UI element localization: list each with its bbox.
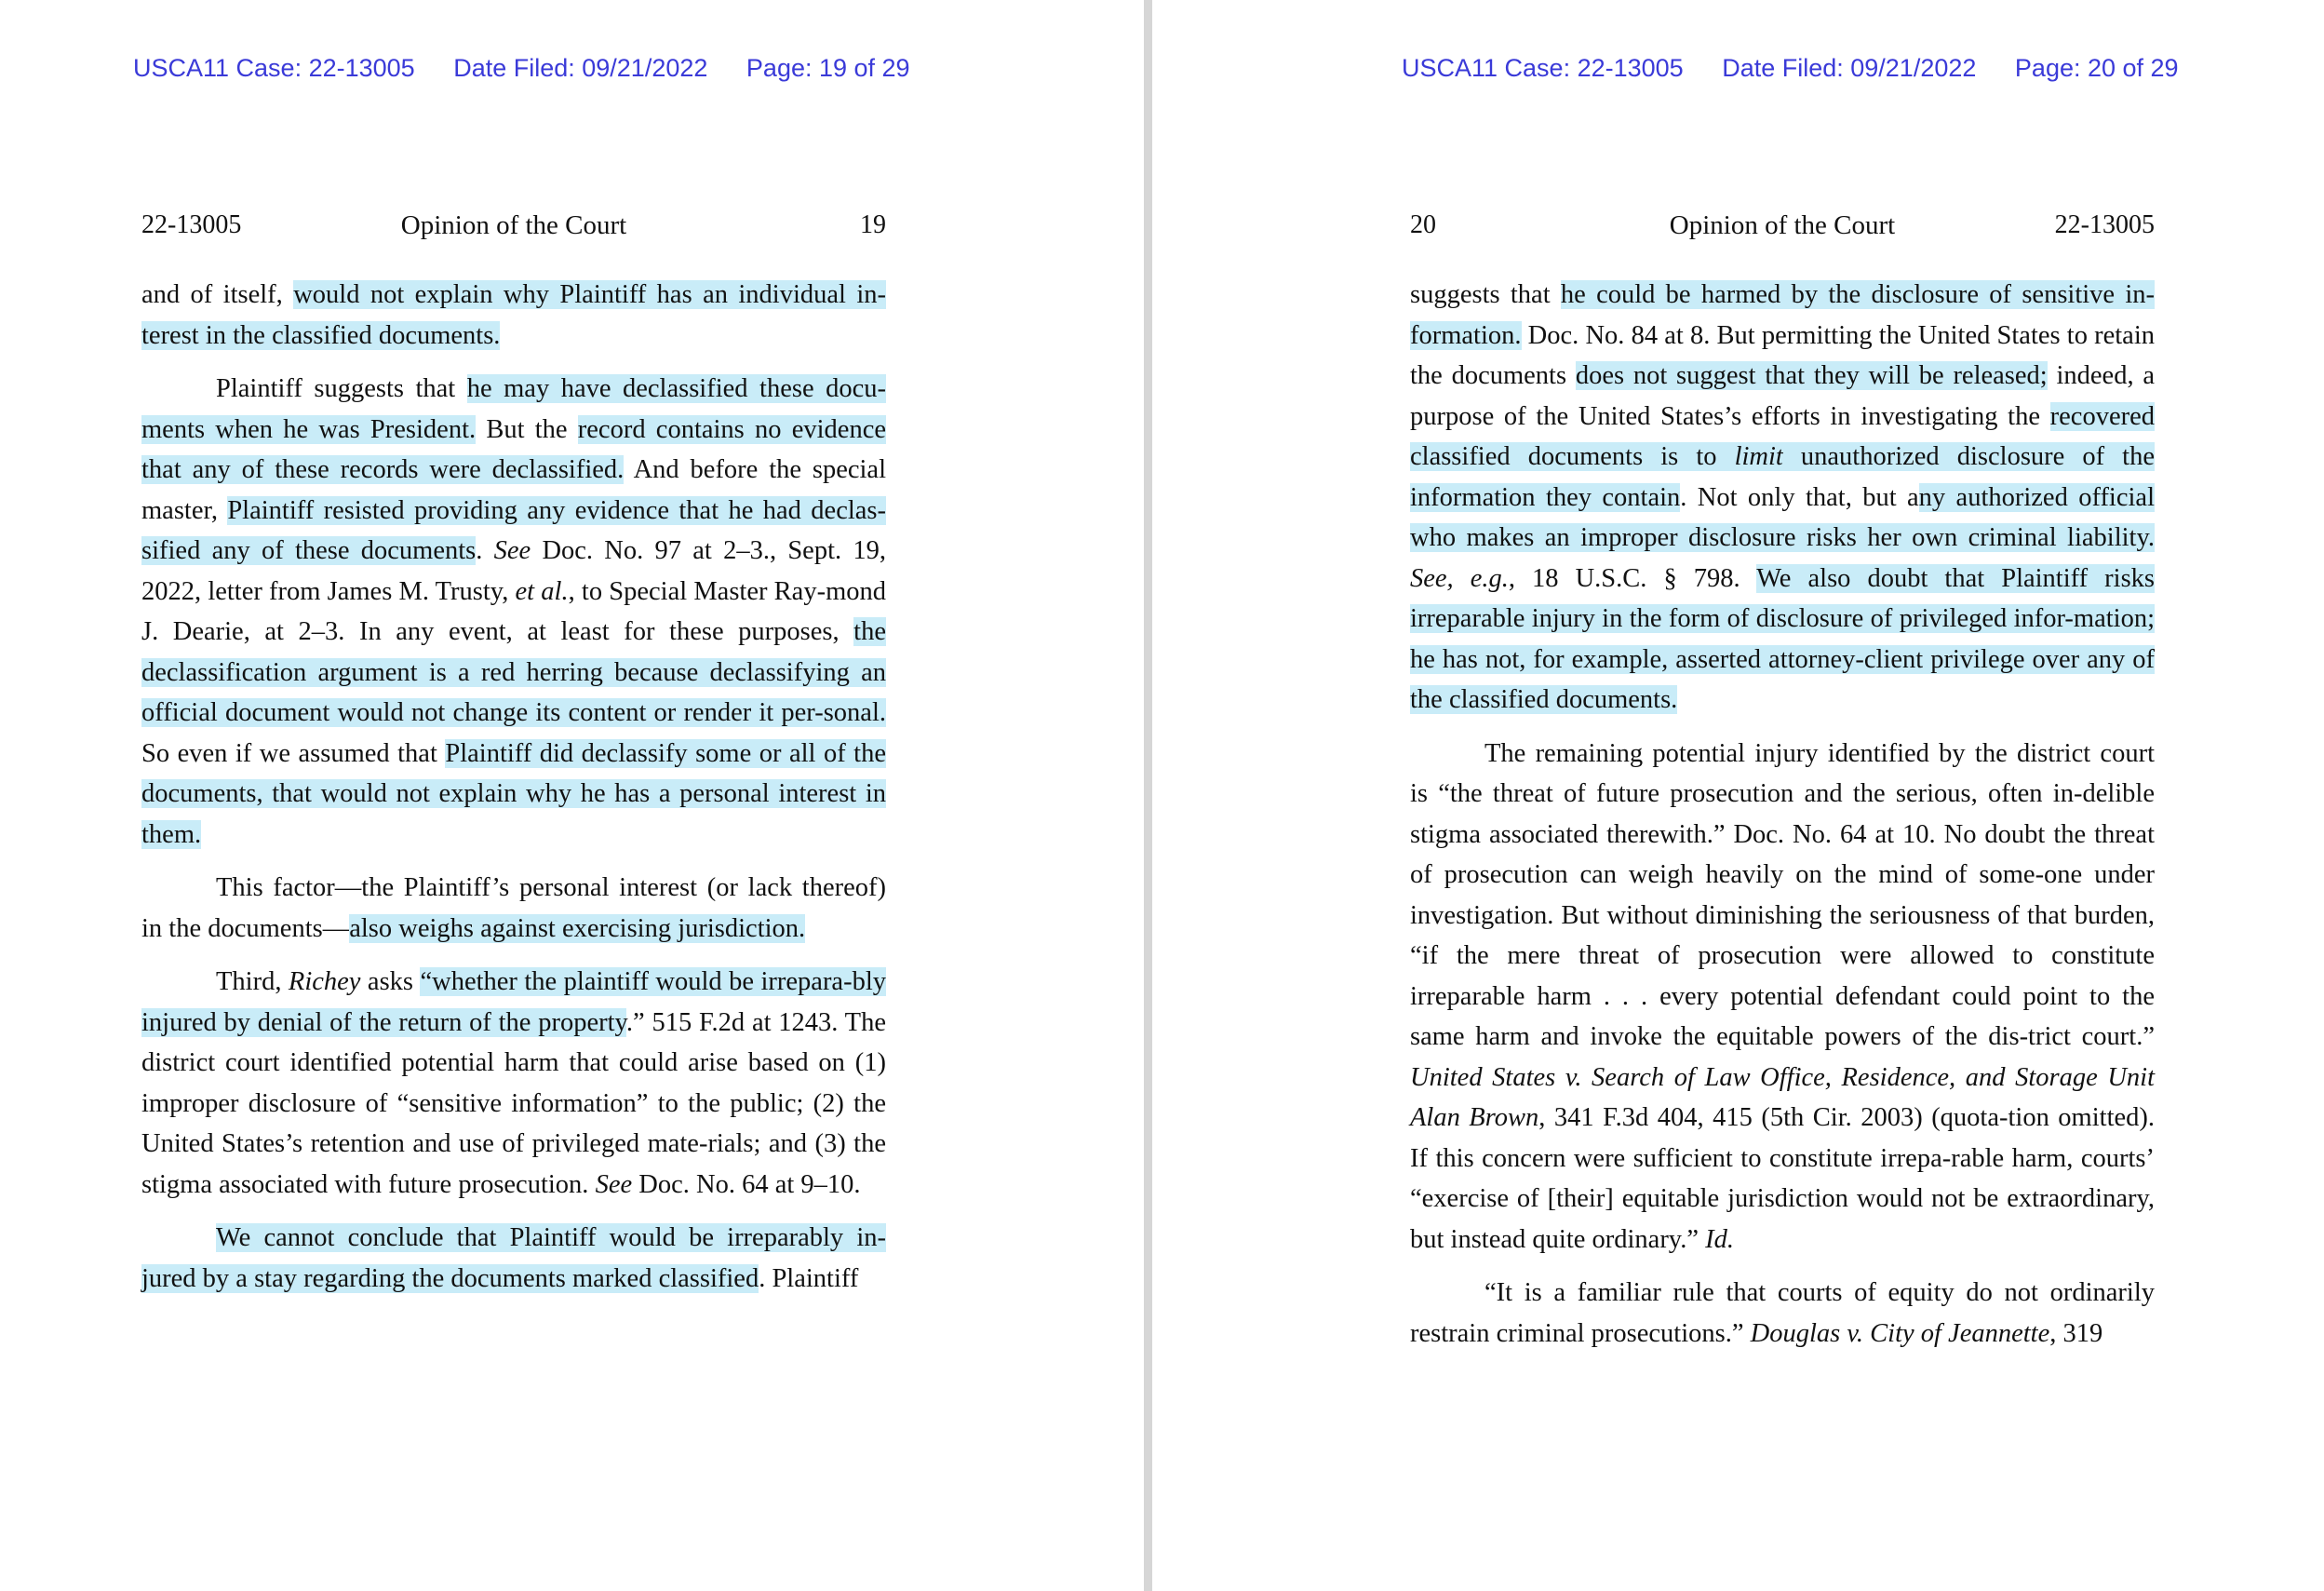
text-run: . Plaintiff	[759, 1263, 859, 1293]
highlighted-text: he may have declassified these docu-ments when he was President.	[141, 374, 886, 444]
running-header	[141, 210, 886, 244]
highlighted-text: also weighs against exercising jurisdiction.	[349, 913, 806, 943]
text-run: .	[476, 536, 494, 565]
header-page-number: 19	[860, 210, 886, 239]
text-run: Doc. No. 84 at 8. But permitting the United States to retain the documents	[1410, 320, 2155, 390]
highlighted-text: “whether the plaintiff would be irrepara-bly injured by denial of the return of the property	[141, 967, 886, 1037]
paragraph	[1410, 275, 2155, 721]
paragraph	[1410, 734, 2155, 1261]
stamp-page-number: Page: 20 of 29	[2014, 54, 2179, 82]
citation-signal: Id.	[1705, 1224, 1734, 1254]
highlighted-text: would not explain why Plaintiff has an individual in-terest in the classified documents.	[141, 280, 886, 350]
text-run: .” 515 F.2d at 1243. The district court identified potential harm that could arise based on (1) improper disclosure of “sensitive information” to the public; (2) the United States’s retention and use of privileged mate-rials; and (3) the stigma associated with future prosecution.	[141, 1007, 886, 1199]
paragraph	[141, 1218, 886, 1299]
text-run: , 18 U.S.C. § 798.	[1508, 563, 1757, 593]
text-run: , to Special Master Ray-mond J. Dearie, at 2–3. In any event, at least for these purposes,	[141, 576, 886, 646]
text-run: Doc. No. 64 at 9–10.	[632, 1169, 861, 1199]
text-run: But the	[476, 414, 578, 444]
case-name: Douglas v. City of Jeannette	[1750, 1318, 2050, 1348]
text-run: Third,	[216, 967, 289, 996]
page-19	[0, 0, 1144, 1591]
highlighted-text: he could be harmed by the disclosure of sensitive in-formation.	[1410, 280, 2155, 350]
text-run: , 341 F.3d 404, 415 (5th Cir. 2003) (quota-tion omitted). If this concern were sufficient to constitute irrepa-rable harm, courts’ “exercise of [their] equitable jurisdiction would not be extraordinary, but instead quite ordinary.”	[1410, 1103, 2155, 1254]
highlighted-text: does not suggest that they will be released;	[1575, 361, 2048, 390]
italic-text: et al.	[515, 576, 569, 606]
text-run: suggests that	[1410, 280, 1561, 309]
stamp-case-number: USCA11 Case: 22-13005	[1402, 54, 1684, 82]
citation-signal: See	[493, 536, 531, 565]
citation-signal: See	[595, 1169, 633, 1199]
case-name: United States v. Search of Law Office, Residence, and Storage Unit Alan Brown	[1410, 1062, 2155, 1132]
paragraph	[141, 369, 886, 855]
text-run: Plaintiff suggests that	[216, 374, 467, 403]
header-page-number: 20	[1410, 210, 1436, 239]
page-body	[141, 275, 886, 1312]
page-divider	[1144, 0, 1152, 1591]
text-run: , 319	[2049, 1318, 2103, 1348]
paragraph	[141, 275, 886, 356]
text-run: . Not only that, but a	[1680, 482, 1919, 512]
header-title: Opinion of the Court	[1669, 210, 1896, 240]
text-run: The remaining potential injury identified by the district court is “the threat of future prosecution and the serious, often in-delible stigma associated therewith.” Doc. No. 64 at 10. No doubt the threat of prosecution can weigh heavily on the mind of some-one under investigation. But without diminishing the seriousness of that burden, “if the mere threat of prosecution were allowed to constitute irreparable harm . . . every potential defendant could point to the same harm and invoke the equitable powers of the dis-trict court.”	[1410, 738, 2155, 1051]
highlighted-text: the declassification argument is a red herring because declassifying an official document would not change its content or render it per-sonal.	[141, 617, 886, 727]
paragraph	[1410, 1273, 2155, 1354]
highlighted-text: We also doubt that Plaintiff risks irreparable injury in the form of disclosure of privileged infor-mation; he has not, for example, asserted attorney-client privilege over any of the classified documents.	[1410, 563, 2155, 714]
page-20	[1152, 0, 2324, 1591]
stamp-page-number: Page: 19 of 29	[746, 54, 910, 82]
stamp-date-filed: Date Filed: 09/21/2022	[1722, 54, 1977, 82]
highlighted-text: Plaintiff did declassify some or all of the documents, that would not explain why he has a personal interest in them.	[141, 738, 886, 849]
header-case-number: 22-13005	[2054, 210, 2155, 239]
highlighted-text: record contains no evidence that any of these records were declassified.	[141, 414, 886, 484]
italic-text: limit	[1734, 442, 1783, 471]
citation-signal: See, e.g.	[1410, 563, 1509, 593]
paragraph	[141, 868, 886, 949]
highlighted-text: unauthorized disclosure of the information they contain	[1410, 442, 2155, 512]
stamp-case-number: USCA11 Case: 22-13005	[133, 54, 415, 82]
text-run: indeed, a purpose of the United States’s efforts in investigating the	[1410, 361, 2156, 431]
text-run: and of itself,	[141, 280, 294, 309]
text-run: Doc. No. 97 at 2–3., Sept. 19, 2022, letter from James M. Trusty,	[141, 536, 886, 606]
text-run: “It is a familiar rule that courts of equity do not ordinarily restrain criminal prosecutions.”	[1410, 1278, 2155, 1348]
text-run: This factor—the Plaintiff’s personal interest (or lack thereof) in the documents—	[141, 873, 886, 943]
highlighted-text: ny authorized official who makes an improper disclosure risks her own criminal liability.	[1410, 482, 2155, 552]
stamp-date-filed: Date Filed: 09/21/2022	[453, 54, 708, 82]
running-header	[1410, 210, 2155, 244]
case-name: Richey	[288, 967, 361, 996]
text-run: So even if we assumed that	[141, 738, 446, 768]
text-run: And before the special master,	[141, 455, 886, 525]
highlighted-text: recovered classified documents is to	[1410, 401, 2155, 471]
header-title: Opinion of the Court	[400, 210, 627, 240]
filing-stamp	[133, 54, 910, 83]
text-run: asks	[360, 967, 421, 996]
header-case-number: 22-13005	[141, 210, 242, 239]
highlighted-text: Plaintiff resisted providing any evidence that he had declas-sified any of these documents	[141, 495, 886, 565]
paragraph	[141, 962, 886, 1205]
filing-stamp	[1402, 54, 2179, 83]
page-body	[1410, 275, 2155, 1367]
highlighted-text: We cannot conclude that Plaintiff would be irreparably in-jured by a stay regarding the documents marked classified	[141, 1223, 886, 1293]
